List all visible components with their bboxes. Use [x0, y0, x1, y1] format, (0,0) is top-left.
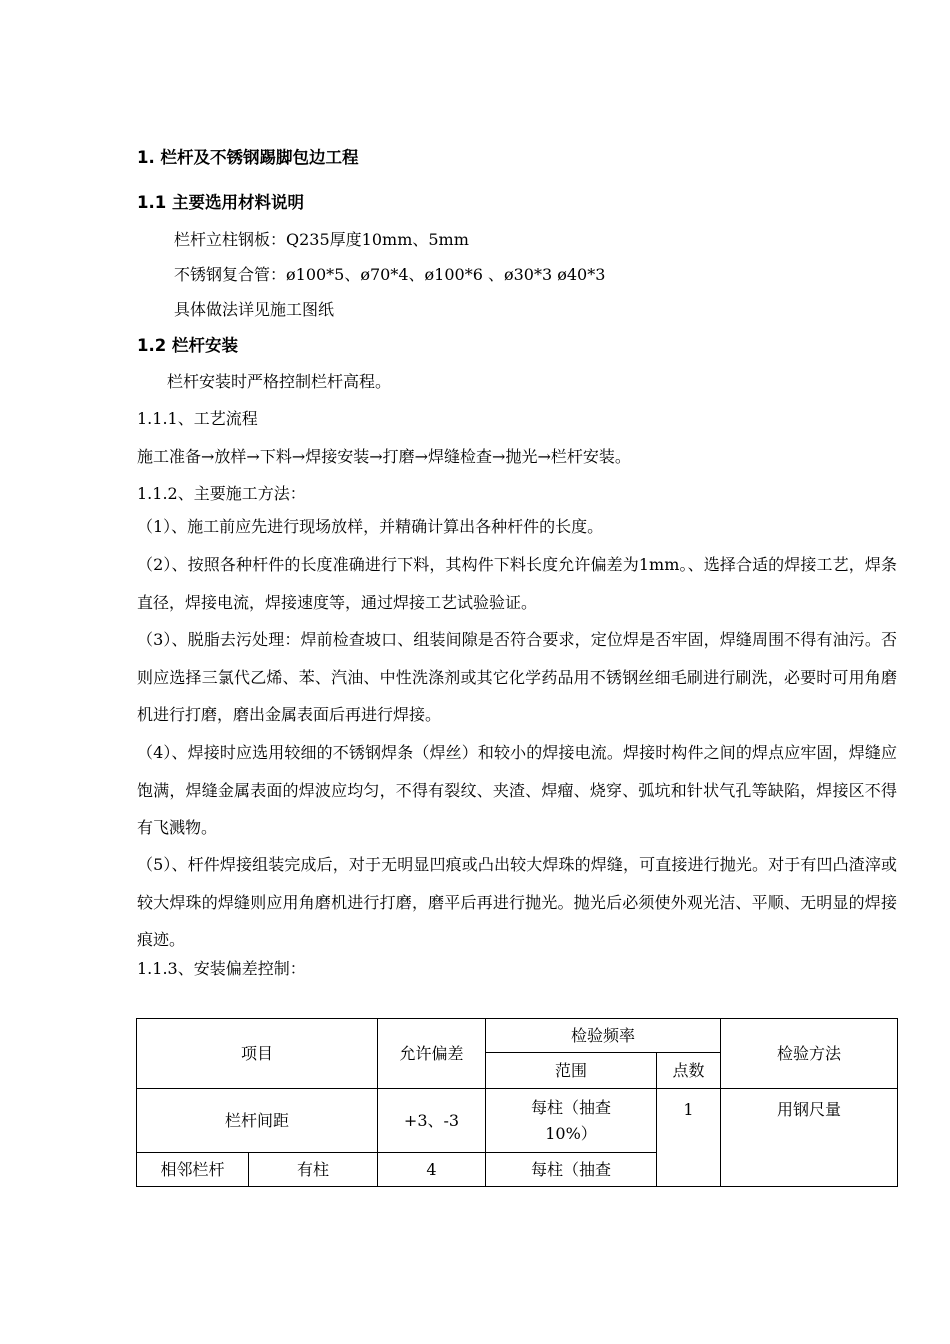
header-item: 项目	[137, 1019, 378, 1089]
row1-item: 栏杆间距	[137, 1089, 378, 1153]
step-1: （1）、施工前应先进行现场放样，并精确计算出各种杆件的长度。	[137, 517, 604, 536]
process-flow: 施工准备→放样→下料→焊接安装→打磨→焊缝检查→抛光→栏杆安装。	[137, 447, 631, 466]
section-1-1-2: 1.1.2、主要施工方法：	[137, 484, 306, 503]
material-line-3: 具体做法详见施工图纸	[174, 300, 335, 319]
header-frequency: 检验频率	[486, 1019, 721, 1053]
material-line-2: 不锈钢复合管：ø100*5、ø70*4、ø100*6 、ø30*3 ø40*3	[174, 265, 606, 284]
material-line-1: 栏杆立柱钢板：Q235厚度10mm、5mm	[174, 230, 469, 249]
row1-tolerance: +3、-3	[378, 1089, 486, 1153]
step-4: （4）、焊接时应选用较细的不锈钢焊条（焊丝）和较小的焊接电流。焊接时构件之间的焊点应牢固，焊缝应饱满，焊缝金属表面的焊波应均匀，不得有裂纹、夹渣、焊瘤、烧穿、弧坑和针状气孔等缺陷，焊接区不得有飞溅物。	[137, 743, 897, 837]
section-1-1-3: 1.1.3、安装偏差控制：	[137, 959, 306, 978]
section-1-1-1: 1.1.1、工艺流程	[137, 409, 258, 428]
header-method: 检验方法	[721, 1019, 898, 1089]
deviation-table	[136, 1018, 898, 1187]
install-intro: 栏杆安装时严格控制栏杆高程。	[167, 372, 392, 391]
step-5: （5）、杆件焊接组装完成后，对于无明显凹痕或凸出较大焊珠的焊缝，可直接进行抛光。对于有凹凸渣滓或较大焊珠的焊缝则应用角磨机进行打磨，磨平后再进行抛光。抛光后必须使外观光洁、平顺、无明显的焊接痕迹。	[137, 855, 897, 949]
row2-item: 相邻栏杆	[137, 1153, 249, 1187]
row2-tolerance: 4	[378, 1153, 486, 1187]
row2-range: 每柱（抽查	[486, 1153, 657, 1187]
step-2: （2）、按照各种杆件的长度准确进行下料，其构件下料长度允许偏差为1mm。、选择合适的焊接工艺，焊条直径，焊接电流，焊接速度等，通过焊接工艺试验验证。	[137, 555, 897, 612]
row1-method: 用钢尺量	[721, 1089, 898, 1187]
row2-sub: 有柱	[249, 1153, 378, 1187]
row1-points: 1	[657, 1089, 721, 1187]
heading-1-2: 1.2 栏杆安装	[137, 336, 238, 355]
row1-range: 每柱（抽查10%）	[486, 1089, 657, 1153]
step-3: （3）、脱脂去污处理：焊前检查坡口、组装间隙是否符合要求，定位焊是否牢固，焊缝周围不得有油污。否则应选择三氯代乙烯、苯、汽油、中性洗涤剂或其它化学药品用不锈钢丝细毛刷进行刷洗，必要时可用角磨机进行打磨，磨出金属表面后再进行焊接。	[137, 630, 897, 724]
heading-1-1: 1.1 主要选用材料说明	[137, 193, 304, 212]
header-range: 范围	[486, 1053, 657, 1089]
header-tolerance: 允许偏差	[378, 1019, 486, 1089]
header-points: 点数	[657, 1053, 721, 1089]
heading-1: 1. 栏杆及不锈钢踢脚包边工程	[137, 148, 359, 167]
